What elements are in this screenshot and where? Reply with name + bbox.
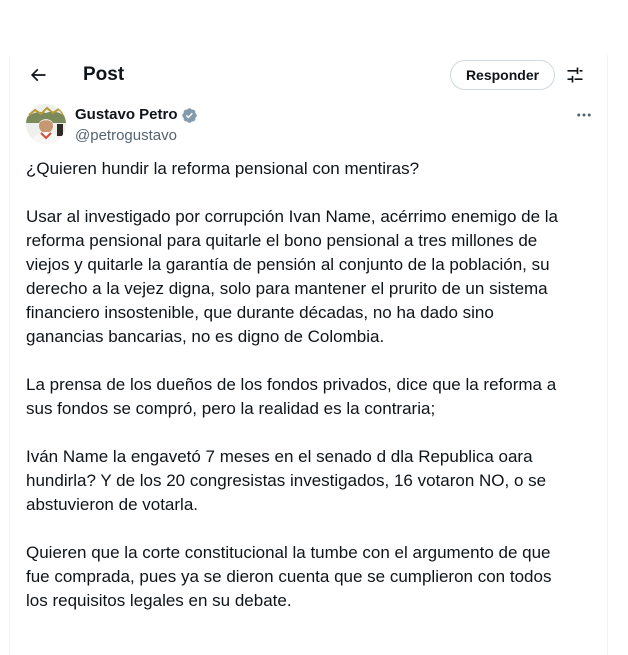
post-paragraph: Usar al investigado por corrupción Ivan Name, acérrimo enemigo de la reforma pensional para quitarle el bono pensional a tres millones de viejos y quitarle la garantía de pensión al conjunto de la población, su derecho a la vejez digna, solo para mantener el prurito de un sistema financiero insostenible, que durante décadas, no ha dado sino ganancias bancarias, no es digno de Colombia. (26, 207, 558, 346)
post-paragraph: Quieren que la corte constitucional la tumbe con el argumento de que fue comprada, pues ya se dieron cuenta que se cumplieron con todos los requisitos legales en su debate. (26, 543, 552, 610)
author-name-text: Gustavo Petro (75, 106, 178, 123)
verified-badge-icon (181, 107, 198, 124)
author-handle[interactable]: @petrogustavo (75, 127, 177, 144)
post-author (26, 103, 596, 147)
reply-button[interactable]: Responder (450, 60, 555, 90)
more-horizontal-icon (575, 106, 593, 124)
sliders-icon (565, 65, 585, 85)
filter-button[interactable] (563, 63, 587, 87)
post-detail-column (9, 55, 608, 655)
back-button[interactable] (24, 61, 52, 89)
post-header (10, 55, 607, 95)
avatar-image (26, 104, 66, 144)
more-options-button[interactable] (572, 105, 596, 125)
post-paragraph: La prensa de los dueños de los fondos privados, dice que la reforma a sus fondos se compró, pero la realidad es la contraria; (26, 375, 557, 418)
avatar[interactable] (26, 104, 66, 144)
post-text (26, 157, 596, 637)
post-paragraph: ¿Quieren hundir la reforma pensional con mentiras? (26, 159, 420, 178)
post-paragraph: Iván Name la engavetó 7 meses en el senado d dla Republica oara hundirla? Y de los 20 congresistas investigados, 16 votaron NO, o se abstuvieron de votarla. (26, 447, 547, 514)
arrow-left-icon (28, 65, 48, 85)
page-title: Post (83, 64, 125, 85)
author-name[interactable] (75, 106, 198, 124)
